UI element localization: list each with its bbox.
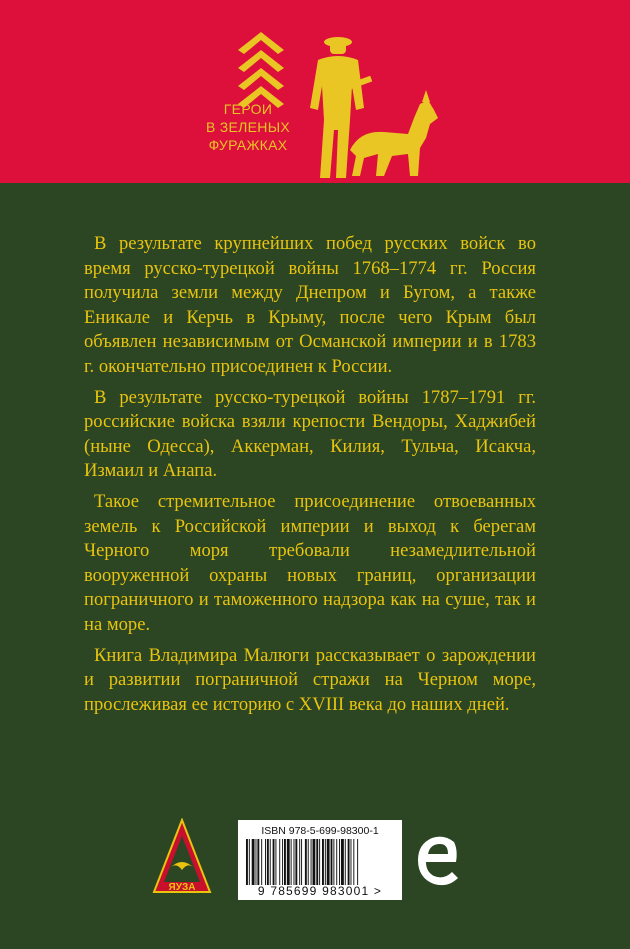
book-annotation (84, 232, 536, 723)
isbn-text: ISBN 978-5-699-98300-1 (261, 825, 379, 837)
series-title-line: ГЕРОИ (223, 101, 273, 117)
annotation-paragraph: Книга Владимира Малюги рассказывает о зарождении и развитии пограничной стражи на Черном море, прослеживая ее историю с XVIII века до наших дней. (84, 644, 536, 715)
barcode-digits: 9 785699 983001 > (257, 884, 383, 898)
annotation-paragraph: Такое стремительное присоединение отвоеванных земель к Российской империи и выход к берегам Черного моря требовали незамедлительной вооруженной охраны новых границ, организации пограничного и таможенного надзора как на суше, так и на море. (84, 490, 536, 635)
annotation-paragraph: В результате крупнейших побед русских войск во время русско-турецкой войны 1768–1774 гг. Россия получила земли между Днепром и Бугом, а также Еникале и Керчь в Крыму, после чего Крым был объявлен независимым от Османской империи и в 1783 г. окончательно присоединен к России. (84, 233, 536, 377)
yauza-publisher-icon (152, 818, 212, 898)
series-title-line: В ЗЕЛЕНЫХ (205, 119, 291, 135)
soldier-with-dog-icon (280, 30, 440, 180)
series-title-line: ФУРАЖКАХ (208, 137, 288, 153)
series-header-band (0, 0, 630, 183)
chevron-stripes-icon (236, 30, 286, 110)
barcode-label (238, 820, 402, 900)
eksmo-logo-icon (414, 832, 464, 888)
annotation-paragraph: В результате русско-турецкой войны 1787–1791 гг. российские войска взяли крепости Вендоры, Хаджибей (ныне Одесса), Аккерман, Килия, Тульча, Исакча, Измаил и Анапа. (84, 386, 536, 482)
publisher-name: ЯУЗА (168, 882, 196, 893)
barcode-icon (246, 839, 396, 885)
